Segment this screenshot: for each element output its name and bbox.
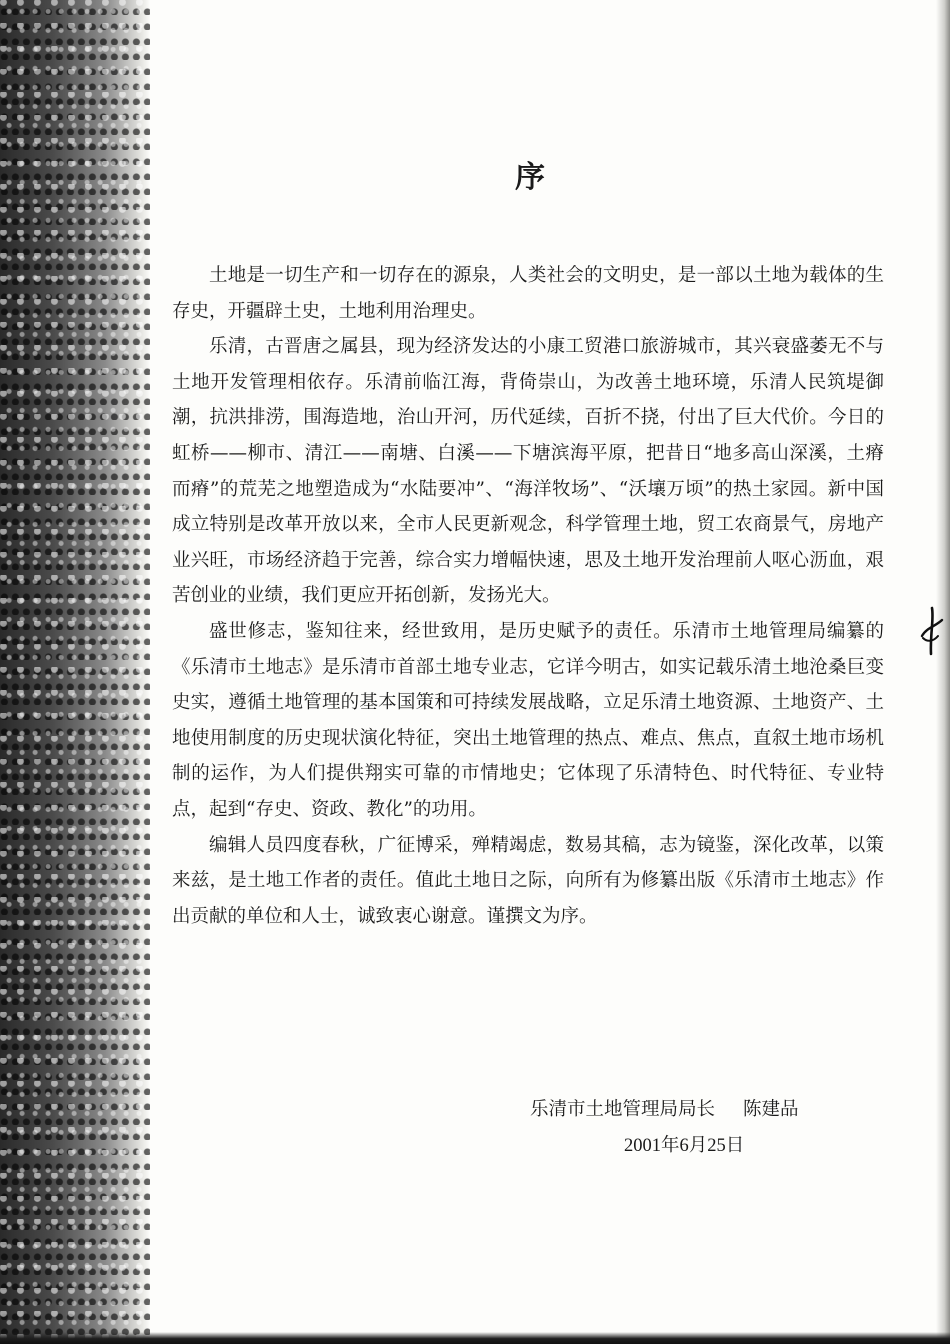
preface-body <box>172 258 884 934</box>
page-title: 序 <box>515 160 545 195</box>
signature-line <box>530 1092 870 1128</box>
signature-block <box>530 1092 870 1164</box>
paragraph-1: 土地是一切生产和一切存在的源泉，人类社会的文明史，是一部以土地为载体的生存史，开疆辟土史，土地利用治理史。 <box>172 265 884 322</box>
bottom-edge-shadow <box>0 1332 950 1344</box>
paragraph-2: 乐清，古晋唐之属县，现为经济发达的小康工贸港口旅游城市，其兴衰盛萎无不与土地开发管理相依存。乐清前临江海，背倚崇山，为改善土地环境，乐清人民筑堤御潮，抗洪排涝，围海造地，治山开河，历代延续，百折不挠，付出了巨大代价。今日的虹桥——柳市、清江——南塘、白溪——下塘滨海平原，把昔日“地多高山深溪，土瘠而瘠”的荒芜之地塑造成为“水陆要冲”、“海洋牧场”、“沃壤万顷”的热土家园。新中国成立特别是改革开放以来，全市人民更新观念，科学管理土地，贸工农商景气，房地产业兴旺，市场经济趋于完善，综合实力增幅快速，思及土地开发治理前人呕心沥血，艰苦创业的业绩，我们更应开拓创新，发扬光大。 <box>172 336 884 607</box>
handwritten-margin-mark-icon <box>918 600 948 660</box>
signature-name: 陈建品 <box>743 1099 799 1120</box>
binding-edge-shadow <box>0 0 150 1344</box>
paragraph-3: 盛世修志，鉴知往来，经世致用，是历史赋予的责任。乐清市土地管理局编纂的《乐清市土地志》是乐清市首部土地专业志，它详今明古，如实记载乐清土地沧桑巨变史实，遵循土地管理的基本国策和可持续发展战略，立足乐清土地资源、土地资产、土地使用制度的历史现状演化特征，突出土地管理的热点、难点、焦点，直叙土地市场机制的运作，为人们提供翔实可靠的市情地史；它体现了乐清特色、时代特征、专业特点，起到“存史、资政、教化”的功用。 <box>172 620 884 820</box>
signature-date: 2001年6月25日 <box>624 1136 745 1156</box>
signature-organization: 乐清市土地管理局局长 <box>530 1099 716 1120</box>
right-edge-shadow <box>936 0 950 1344</box>
paragraph-4: 编辑人员四度春秋，广征博采，殚精竭虑，数易其稿，志为镜鉴，深化改革，以策来兹，是土地工作者的责任。值此土地日之际，向所有为修纂出版《乐清市土地志》作出贡献的单位和人士，诚致衷心谢意。谨撰文为序。 <box>172 834 884 927</box>
